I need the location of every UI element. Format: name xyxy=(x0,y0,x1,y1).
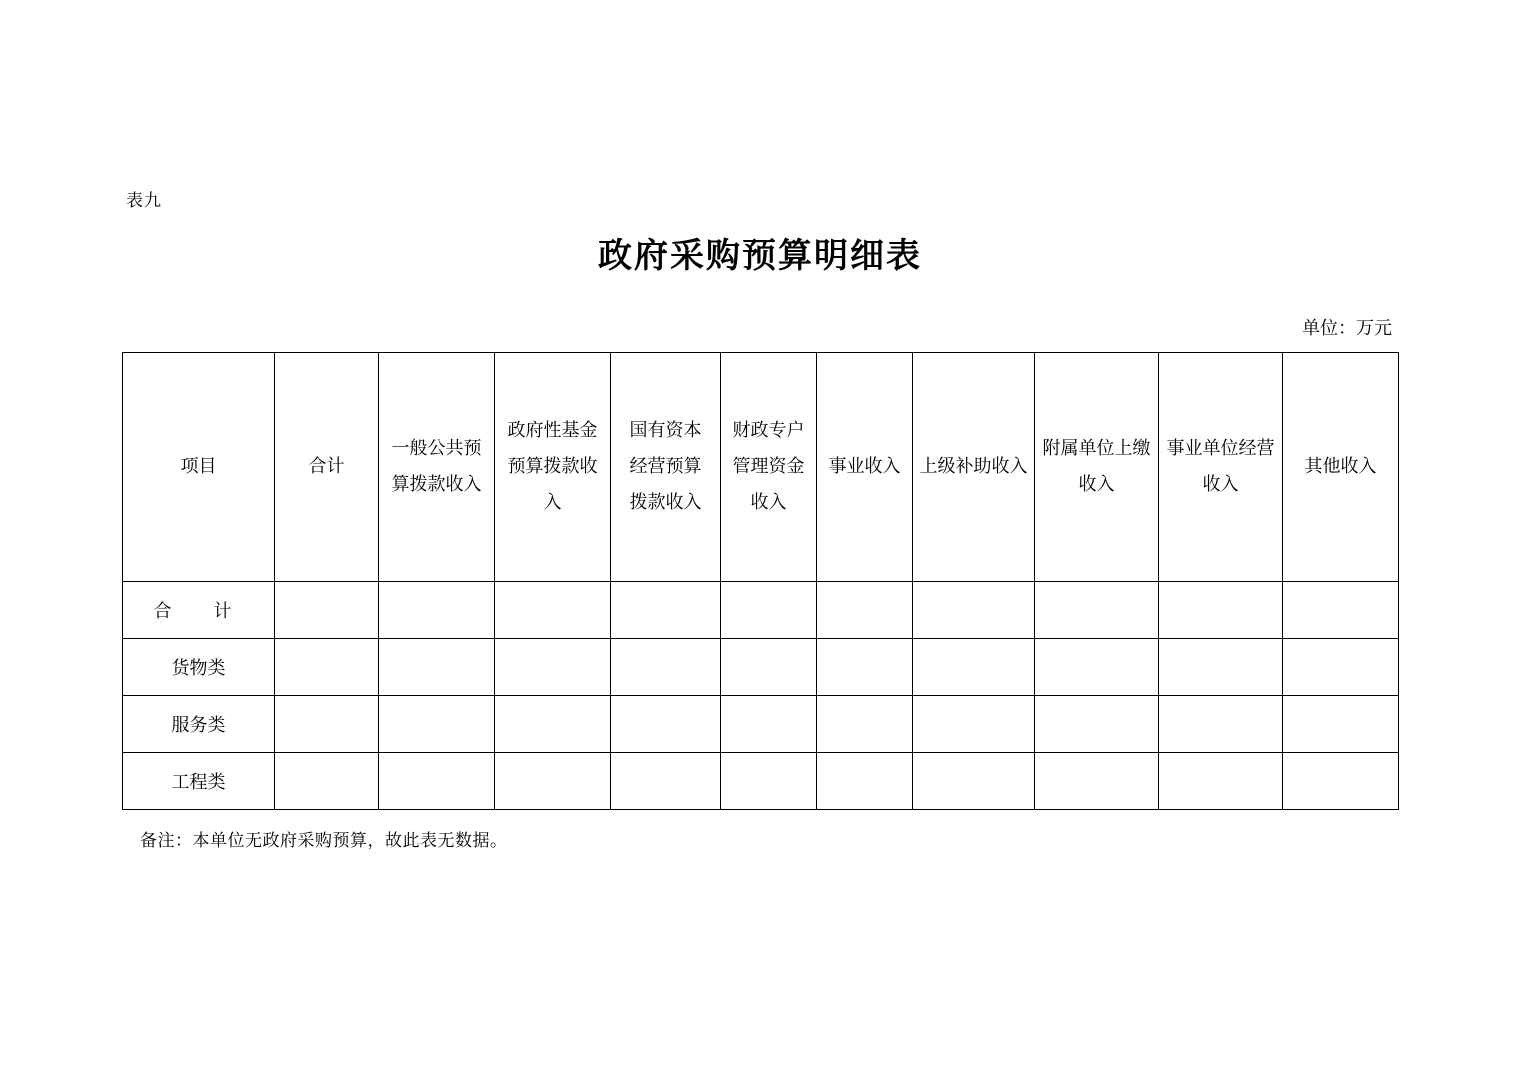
cell-goods-total[interactable] xyxy=(275,639,379,696)
column-header-subordinate-payment-label: 附属单位上缴收入 xyxy=(1042,438,1151,495)
row-label-services-text: 服务类 xyxy=(171,715,226,736)
cell-total-state-capital-budget[interactable] xyxy=(611,582,721,639)
table-row xyxy=(123,582,1399,639)
cell-engineering-subordinate-payment[interactable] xyxy=(1035,753,1159,810)
row-label-engineering xyxy=(123,753,275,810)
cell-engineering-general-public-budget[interactable] xyxy=(379,753,495,810)
column-header-project-label: 项目 xyxy=(180,456,217,477)
cell-goods-fiscal-account-funds[interactable] xyxy=(721,639,817,696)
cell-services-fiscal-account-funds[interactable] xyxy=(721,696,817,753)
cell-total-total[interactable] xyxy=(275,582,379,639)
column-header-gov-fund-budget-label: 政府性基金预算拨款收入 xyxy=(507,420,598,513)
cell-services-superior-subsidy[interactable] xyxy=(913,696,1035,753)
cell-engineering-business-income[interactable] xyxy=(817,753,913,810)
cell-engineering-gov-fund-budget[interactable] xyxy=(495,753,611,810)
column-header-fiscal-account-funds-label: 财政专户管理资金收入 xyxy=(732,420,805,513)
row-label-total-text: 合 计 xyxy=(153,601,244,622)
cell-engineering-superior-subsidy[interactable] xyxy=(913,753,1035,810)
cell-services-total[interactable] xyxy=(275,696,379,753)
cell-engineering-other-income[interactable] xyxy=(1283,753,1399,810)
column-header-other-income-label: 其他收入 xyxy=(1304,456,1377,477)
column-header-general-public-budget xyxy=(379,353,495,582)
column-header-superior-subsidy-label: 上级补助收入 xyxy=(919,456,1028,477)
column-header-state-capital-budget-label: 国有资本经营预算拨款收入 xyxy=(629,420,702,513)
column-header-business-income-label: 事业收入 xyxy=(828,456,901,477)
cell-engineering-state-capital-budget[interactable] xyxy=(611,753,721,810)
cell-total-subordinate-payment[interactable] xyxy=(1035,582,1159,639)
cell-services-business-income[interactable] xyxy=(817,696,913,753)
cell-goods-gov-fund-budget[interactable] xyxy=(495,639,611,696)
cell-services-gov-fund-budget[interactable] xyxy=(495,696,611,753)
cell-total-superior-subsidy[interactable] xyxy=(913,582,1035,639)
page-title: 政府采购预算明细表 xyxy=(598,236,922,276)
row-label-services xyxy=(123,696,275,753)
column-header-subordinate-payment xyxy=(1035,353,1159,582)
row-label-goods xyxy=(123,639,275,696)
procurement-budget-table xyxy=(122,352,1399,810)
column-header-state-capital-budget xyxy=(611,353,721,582)
column-header-institution-operating-income xyxy=(1159,353,1283,582)
table-header-row xyxy=(123,353,1399,582)
table-row xyxy=(123,753,1399,810)
cell-services-other-income[interactable] xyxy=(1283,696,1399,753)
row-label-goods-text: 货物类 xyxy=(171,658,226,679)
cell-goods-business-income[interactable] xyxy=(817,639,913,696)
cell-services-subordinate-payment[interactable] xyxy=(1035,696,1159,753)
cell-total-fiscal-account-funds[interactable] xyxy=(721,582,817,639)
row-label-engineering-text: 工程类 xyxy=(171,772,226,793)
cell-total-institution-operating-income[interactable] xyxy=(1159,582,1283,639)
column-header-general-public-budget-label: 一般公共预算拨款收入 xyxy=(391,438,482,495)
table-row xyxy=(123,696,1399,753)
column-header-total xyxy=(275,353,379,582)
cell-services-institution-operating-income[interactable] xyxy=(1159,696,1283,753)
column-header-fiscal-account-funds xyxy=(721,353,817,582)
table-remark: 备注：本单位无政府采购预算，故此表无数据。 xyxy=(140,831,508,851)
cell-total-business-income[interactable] xyxy=(817,582,913,639)
cell-services-state-capital-budget[interactable] xyxy=(611,696,721,753)
form-code: 表九 xyxy=(126,191,162,211)
column-header-superior-subsidy xyxy=(913,353,1035,582)
unit-note: 单位：万元 xyxy=(1302,318,1392,339)
cell-engineering-fiscal-account-funds[interactable] xyxy=(721,753,817,810)
cell-goods-subordinate-payment[interactable] xyxy=(1035,639,1159,696)
column-header-gov-fund-budget xyxy=(495,353,611,582)
column-header-total-label: 合计 xyxy=(308,456,345,477)
cell-total-gov-fund-budget[interactable] xyxy=(495,582,611,639)
cell-total-other-income[interactable] xyxy=(1283,582,1399,639)
column-header-institution-operating-income-label: 事业单位经营收入 xyxy=(1166,438,1275,495)
table-row xyxy=(123,639,1399,696)
row-label-total xyxy=(123,582,275,639)
cell-goods-superior-subsidy[interactable] xyxy=(913,639,1035,696)
cell-goods-general-public-budget[interactable] xyxy=(379,639,495,696)
cell-engineering-institution-operating-income[interactable] xyxy=(1159,753,1283,810)
column-header-business-income xyxy=(817,353,913,582)
cell-goods-institution-operating-income[interactable] xyxy=(1159,639,1283,696)
cell-total-general-public-budget[interactable] xyxy=(379,582,495,639)
cell-goods-other-income[interactable] xyxy=(1283,639,1399,696)
column-header-other-income xyxy=(1283,353,1399,582)
column-header-project xyxy=(123,353,275,582)
cell-engineering-total[interactable] xyxy=(275,753,379,810)
cell-services-general-public-budget[interactable] xyxy=(379,696,495,753)
cell-goods-state-capital-budget[interactable] xyxy=(611,639,721,696)
